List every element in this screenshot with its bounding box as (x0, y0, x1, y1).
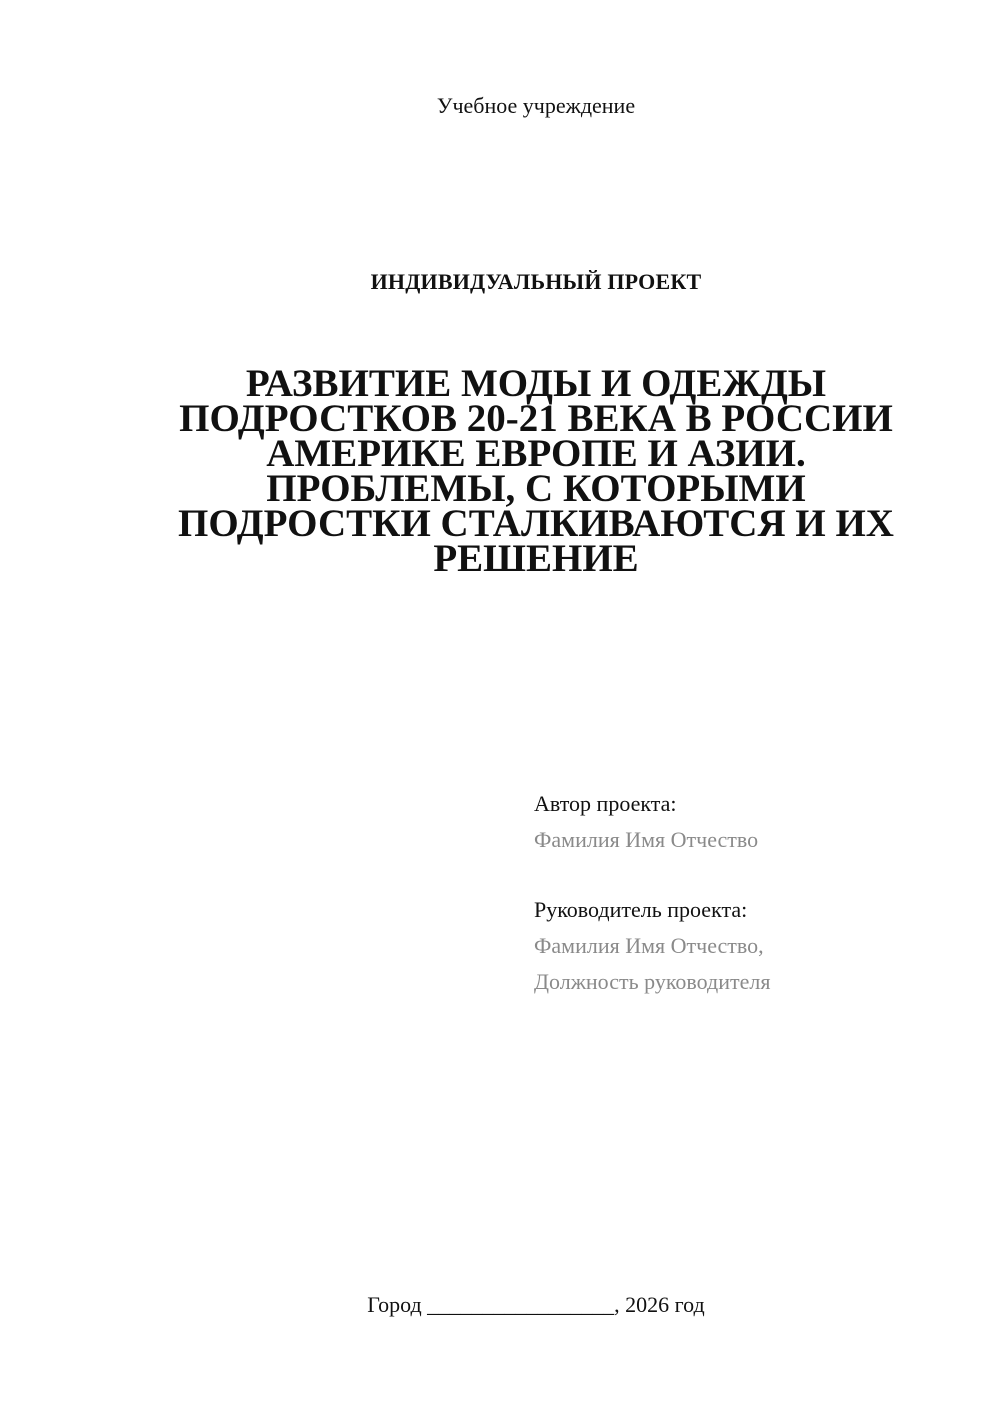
supervisor-position: Должность руководителя (534, 969, 771, 994)
institution-name: Учебное учреждение (436, 93, 636, 118)
title-line: АМЕРИКЕ ЕВРОПЕ И АЗИИ. (266, 432, 806, 475)
spacer (534, 858, 974, 892)
project-type-heading: ИНДИВИДУАЛЬНЫЙ ПРОЕКТ (370, 269, 702, 294)
author-name: Фамилия Имя Отчество (534, 827, 759, 852)
author-label: Автор проекта: (534, 791, 677, 816)
title-line: РЕШЕНИЕ (433, 537, 639, 580)
title-line: РАЗВИТИЕ МОДЫ И ОДЕЖДЫ (245, 362, 827, 405)
project-title (170, 362, 902, 580)
title-line: ПОДРОСТКОВ 20-21 ВЕКА В РОССИИ (179, 397, 893, 440)
title-line: ПОДРОСТКИ СТАЛКИВАЮТСЯ И ИХ (178, 502, 894, 545)
credits-block (534, 786, 974, 1000)
supervisor-label: Руководитель проекта: (534, 897, 748, 922)
city-year-footer: Город _________________, 2026 год (367, 1292, 705, 1317)
supervisor-name: Фамилия Имя Отчество, (534, 933, 764, 958)
title-line: ПРОБЛЕМЫ, С КОТОРЫМИ (266, 467, 806, 510)
